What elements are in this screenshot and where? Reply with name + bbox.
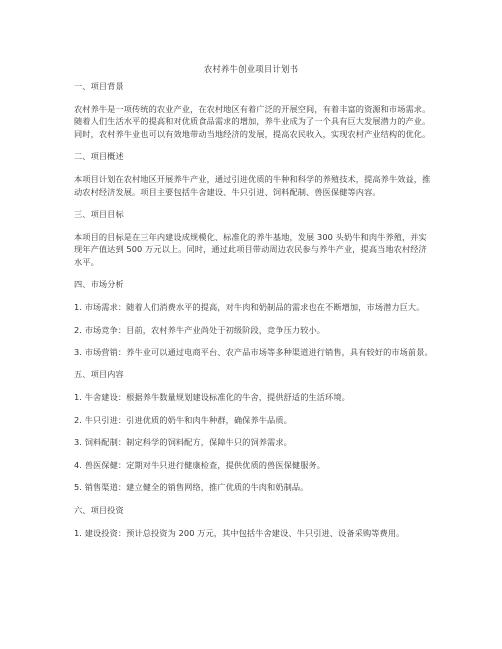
section-heading-investment: 六、项目投资: [74, 504, 124, 515]
list-item: 2. 市场竞争：目前，农村养牛产业尚处于初级阶段，竞争压力较小。: [74, 324, 326, 335]
list-item: 1. 建设投资：预计总投资为 200 万元，其中包括牛舍建设、牛只引进、设备采购等费用。: [74, 527, 405, 538]
section-heading-project-content: 五、项目内容: [74, 369, 124, 380]
section-paragraph-background: 农村养牛是一项传统的农业产业，在农村地区有着广泛的开展空间，有着丰富的资源和市场需求。随着人们生活水平的提高和对优质食品需求的增加，养牛业成为了一个具有巨大发展潜力的产业。同时，农村养牛业也可以有效地带动当地经济的发展，提高农民收入，实现农村产业结构的优化。: [74, 104, 431, 139]
list-item: 1. 牛舍建设：根据养牛数量规划建设标准化的牛舍，提供舒适的生活环境。: [74, 392, 350, 403]
section-heading-market-analysis: 四、市场分析: [74, 279, 124, 290]
section-heading-goals: 三、项目目标: [74, 209, 124, 220]
list-item: 1. 市场需求：随着人们消费水平的提高，对牛肉和奶制品的需求也在不断增加，市场潜力巨大。: [74, 302, 425, 313]
section-heading-background: 一、项目背景: [74, 81, 124, 91]
list-item: 2. 牛只引进：引进优质的奶牛和肉牛种群，确保养牛品质。: [74, 414, 292, 425]
list-item: 5. 销售渠道：建立健全的销售网络，推广优质的牛肉和奶制品。: [74, 482, 309, 493]
document-title: 农村养牛创业项目计划书: [203, 64, 299, 74]
list-item: 3. 市场营销：养牛业可以通过电商平台、农产品市场等多种渠道进行销售，具有较好的市场前景。: [74, 347, 433, 358]
document-body: [74, 80, 434, 549]
section-heading-overview: 二、项目概述: [74, 151, 124, 162]
list-item: 3. 饲料配制：制定科学的饲料配方，保障牛只的饲养需求。: [74, 437, 292, 448]
section-paragraph-goals: 本项目的目标是在三年内建设成规模化、标准化的养牛基地，发展 300 头奶牛和肉牛养殖，并实现年产值达到 500 万元以上。同时，通过此项目带动周边农民参与养牛产业，提高当地农村经济水平。: [74, 232, 427, 267]
section-paragraph-overview: 本项目计划在农村地区开展养牛产业，通过引进优质的牛种和科学的养殖技术，提高养牛效益，推动农村经济发展。项目主要包括牛舍建设、牛只引进、饲料配制、兽医保健等内容。: [74, 174, 431, 197]
list-item: 4. 兽医保健：定期对牛只进行健康检查，提供优质的兽医保健服务。: [74, 459, 326, 470]
